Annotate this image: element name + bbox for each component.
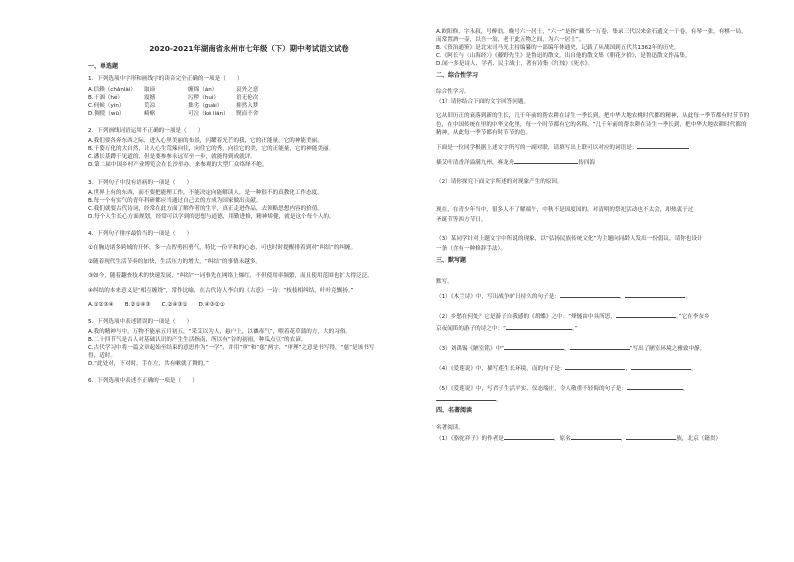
comprehensive-q2: （2）请你探究下面文字所述的对现象产生的原因。 bbox=[436, 179, 563, 185]
dictation-item-2-cont bbox=[436, 324, 752, 333]
item-text: 。 bbox=[691, 365, 697, 372]
dictation-item-2 bbox=[436, 312, 752, 321]
item-text: （1）《骆驼祥子》的作者是 bbox=[436, 435, 504, 442]
item-text: ，原名 bbox=[553, 435, 571, 442]
option-a: A.世界上有的东西，而不要把能理工作，不能决定向能解读人，是一种很不的真教化工作态度。 bbox=[88, 189, 323, 196]
option-cell: 缠绵（án） bbox=[188, 86, 218, 93]
dictation-item-3 bbox=[436, 344, 752, 353]
couplet-tail: 传四海 bbox=[578, 159, 596, 166]
option-cell: 语无伦次 bbox=[236, 94, 259, 101]
option-a: A.我的精神与中，万物不能承五月初五，“采艾以为人，悬户上，以禳毒气”，喂着花草蒲的方，大的习俗。 bbox=[88, 328, 352, 335]
left-column bbox=[88, 34, 410, 387]
option-cell: A.信赖（chǎnlài） bbox=[88, 86, 137, 93]
couplet-prompt bbox=[436, 143, 752, 152]
sentence-2: ②随着现代生活节奏的加快，生活压力的增大，“纠结”的事情未越多。 bbox=[88, 259, 262, 266]
option-cell: 污秽（huì） bbox=[188, 94, 220, 101]
item-text: ， bbox=[625, 365, 632, 372]
option-cell: 哀外之意 bbox=[236, 86, 259, 93]
item-text: 。 bbox=[685, 294, 692, 301]
option-cell: 荒凉 bbox=[144, 102, 156, 109]
option-b: B.千姿万化的大自然，让人心生荒辣向往，向往它的秀，向往它的美，它的正能量，它的神能美丽。 bbox=[88, 146, 335, 153]
option-cell: 拙劣（guài） bbox=[188, 102, 223, 109]
question-5 bbox=[88, 318, 410, 369]
couplet-line bbox=[436, 158, 752, 167]
comprehensive-q2-text-2: 圣诞节等西方节日。 bbox=[436, 217, 487, 224]
item-text: （3）刘禹锡《陋室铭》中“ bbox=[436, 345, 504, 352]
option-cell: D.倜傥（wū） bbox=[88, 110, 125, 117]
section-heading-single-choice: 一、单选题 bbox=[88, 62, 119, 70]
option-c: C.我们就要古代诗词，经常在此方面了解作者的生平，真正走进作品，去领略思想内容的价值。 bbox=[88, 205, 324, 212]
option-cell: 取谛 bbox=[144, 86, 156, 93]
item-text: ”写出了陋室环境之雅致中静。 bbox=[629, 345, 706, 352]
answer-blank[interactable] bbox=[436, 395, 496, 401]
answer-blank[interactable] bbox=[571, 434, 621, 440]
q6-option-b: B.《资治通鉴》是北宋司马光主持编纂的一部编年体通史，记载了从战国到五代共1362年的历史。 bbox=[436, 45, 680, 52]
option-cell: 震撼 bbox=[144, 94, 156, 101]
q6-option-a: A.欧阳修，字永叔，号醉翁，晚号六一居士，“六一”是指“藏书一万卷，集录三代以来金石遗文一千卷，有琴一张，有棋一局，而常置酒一壶，以吾一翁，老于此五物之间，为六一居士”。 bbox=[436, 29, 747, 44]
right-column bbox=[436, 28, 752, 445]
option-row-c bbox=[88, 102, 410, 110]
option-c: C.古代学习中将一篇文章起始至结束的意思作为“一学”，并用“审”和“慈”两字，“审理”之意是书写得，“慈”是该书写 bbox=[88, 345, 375, 352]
comprehensive-q1: （1）请你结合下面的文字回答问题。 bbox=[436, 99, 530, 106]
option-d: D.“此处对，下对时，手在左，共有嗽就了舞的。” bbox=[88, 361, 209, 368]
section-heading-dictation: 三、默写题 bbox=[436, 256, 467, 264]
question-2 bbox=[88, 127, 410, 170]
answer-blank[interactable] bbox=[625, 292, 685, 298]
answer-blank[interactable] bbox=[637, 143, 689, 149]
question-stem: 4．下列句子排序最恰当的一项是（ ） bbox=[88, 231, 193, 238]
item-text: 族，北京（籍贯） bbox=[676, 435, 722, 442]
answer-blank[interactable] bbox=[504, 344, 564, 350]
comprehensive-q3: （3）某同学针对上题文字中所说的现象，以“弘扬民族传统文化”为主题向同龄人发出一份倡议。请你也设计 bbox=[436, 236, 703, 243]
option-cell: B.干涸（hé） bbox=[88, 94, 123, 101]
dictation-item-5-cont bbox=[436, 395, 752, 404]
answer-blank[interactable] bbox=[506, 324, 572, 330]
question-3 bbox=[88, 179, 410, 222]
answer-blank[interactable] bbox=[504, 434, 554, 440]
sentence-4: ④纠结的本来意义是“相互缠绕”，常作比喻，在古代诗人李白的《古意》一诗：“枝枝相纠结，叶叶竞飘扬。” bbox=[88, 287, 354, 294]
comprehensive-passage: 它从旧历正的衰落到新的生长，几千年前的帮农耕在诗生一季长到，把中华大地农桃时代都的精神，从此每一季节都有时节节的色，在中国传统在里的中华文化里，每一个时节都有它的名称。“几千年前的帮农耕在诗生一季长到，把中华大地农耕时代都的精神，从此每一季节都有时节节的色。 bbox=[436, 113, 750, 136]
question-6-stem: 6．下列选项中表述不正确的一项是（ ） bbox=[88, 378, 198, 385]
item-text: ， bbox=[564, 345, 570, 352]
item-text: （2）乡愁在何处？它是游子自我感的《胡蝶》之中：“烽燧由中具所思， bbox=[436, 314, 616, 321]
couplet-prompt-text: 下面是一位同学根据上述文字所写的一副对联，请填写出上联可以对应的词语是： bbox=[436, 144, 638, 151]
option-d: D.第二届中国乡村产业博览会在长沙举办，来参观的大型厂众络绎不绝。 bbox=[88, 162, 268, 169]
answer-blank[interactable] bbox=[514, 158, 578, 164]
options-line: A.①②③④ B.②①④③ C.②④③① D.④③②① bbox=[88, 301, 225, 308]
item-text: ， bbox=[682, 385, 689, 392]
option-cell: 崎岖 bbox=[144, 110, 156, 117]
q6-option-c: C.《阿长与〈山海经〉》《藤野先生》是鲁迅的散文，出自他的散文集《朝花夕拾》，是鲁迅散文作品集。 bbox=[436, 53, 691, 60]
option-row-d bbox=[88, 110, 410, 118]
option-b: B.二十四节气是古人对基础认识的产生生活指南，所以有“谷的初雨，种瓜点豆”的农谚。 bbox=[88, 336, 307, 343]
item-text: ， bbox=[620, 435, 627, 442]
section-heading-comprehensive: 二、综合性学习 bbox=[436, 71, 479, 79]
dictation-item-1 bbox=[436, 292, 752, 301]
question-4 bbox=[88, 230, 410, 309]
question-stem: 5．下列选项中表述错误的一项是（ ） bbox=[88, 318, 193, 325]
question-stem: 3．下列句子中没有语病的一项是（ ） bbox=[88, 179, 193, 186]
sentence-3: ③如今，随着翻查技术的快速发展，“纠结”一词事先在网络上爆红，不但使用率频繁，而且使用范围也扩大得泛泛。 bbox=[88, 273, 373, 280]
option-d: D.每个人生长心方面规划，经常可以学到的思想与道德，用勤进修，精神矫健，就是这个每个人的。 bbox=[88, 213, 335, 220]
option-cell: 可泣（kè lián） bbox=[188, 110, 229, 117]
dictation-intro: 默写。 bbox=[436, 279, 453, 286]
q6-option-d: D.闻一多是诗人、学者、民主战士，著有诗集《红烛》《死水》。 bbox=[436, 61, 594, 68]
option-cell: C.伺候（yìn） bbox=[88, 102, 125, 109]
option-b: B.每一个有实气的青年科研都应当通过自己去的方成为国家做出贡献。 bbox=[88, 197, 262, 204]
item-text: 。 bbox=[496, 397, 502, 403]
sentence-1: ①在胸边诸多跨域的开怀，多一点智勇担勇气，特比一份平和的心态，可也时时提醒排着到对“纠结”的纠缠。 bbox=[88, 245, 357, 252]
question-1 bbox=[88, 75, 410, 118]
item-text: 京夜闻笛的游子的诗之中：“ bbox=[436, 325, 507, 332]
answer-blank[interactable] bbox=[627, 384, 683, 390]
item-text: （4）《爱莲说》中，描写莲生长环境，而的句子是： bbox=[436, 365, 566, 372]
classics-intro: 名著阅读。 bbox=[436, 424, 464, 431]
item-text: （1）《木兰诗》中，写出战争旷日持久的句子是： bbox=[436, 294, 560, 301]
item-text: ， bbox=[619, 294, 626, 301]
question-stem: 2．下列画线词语运用不正确的一项是（ ） bbox=[88, 127, 204, 134]
dictation-item-4 bbox=[436, 364, 752, 373]
item-text: （5）《爱莲说》中，写君子生活平实、仪态端庄，令人敬重不轻侮的句子是： bbox=[436, 385, 627, 392]
classics-q1 bbox=[436, 434, 752, 443]
option-row-b bbox=[88, 94, 410, 102]
answer-blank[interactable] bbox=[570, 344, 630, 350]
option-cell: 抑然入梦 bbox=[236, 102, 259, 109]
item-text: 。” bbox=[572, 325, 578, 332]
option-c: C.潘长基蹲于见道的，但是要参参永远军至一步，就能得到成就评。 bbox=[88, 154, 256, 161]
dictation-item-5 bbox=[436, 384, 752, 393]
item-text: 。”它在李奈乡 bbox=[675, 314, 710, 321]
question-stem: 1．下列选项中字形和画线字的读音完全正确的一项是（ ） bbox=[88, 76, 243, 83]
comprehensive-q3-text-2: 一条（含有一种修辞手法）。 bbox=[436, 246, 506, 253]
page-title: 2020-2021年湖南省永州市七年级（下）期中考试语文试卷 bbox=[149, 44, 349, 53]
answer-blank[interactable] bbox=[565, 364, 625, 370]
comprehensive-intro: 综合性学习。 bbox=[436, 89, 470, 96]
answer-blank[interactable] bbox=[631, 364, 691, 370]
option-c-cont: 得，适时。 bbox=[88, 353, 116, 360]
answer-blank[interactable] bbox=[626, 434, 676, 440]
answer-blank[interactable] bbox=[616, 312, 676, 318]
comprehensive-q2-text: 现在，在青少年当中，很多人不了解端午，中秋不是国度国的，对清明的祭祀活动也不太会，却热衷于过 bbox=[436, 207, 694, 214]
section-heading-classics: 四、名著阅读 bbox=[436, 407, 473, 415]
option-cell: 锲而不舍 bbox=[236, 110, 259, 117]
option-a: A.我们要各奔东西之际，进入心里美丽的布景，闪耀着光芒的我，它的正能量，它的神能美丽。 bbox=[88, 138, 323, 145]
option-row-a bbox=[88, 86, 410, 94]
couplet-text: 插艾叶清香洋溢满九州，赛龙舟 bbox=[436, 159, 515, 166]
answer-blank[interactable] bbox=[560, 292, 620, 298]
